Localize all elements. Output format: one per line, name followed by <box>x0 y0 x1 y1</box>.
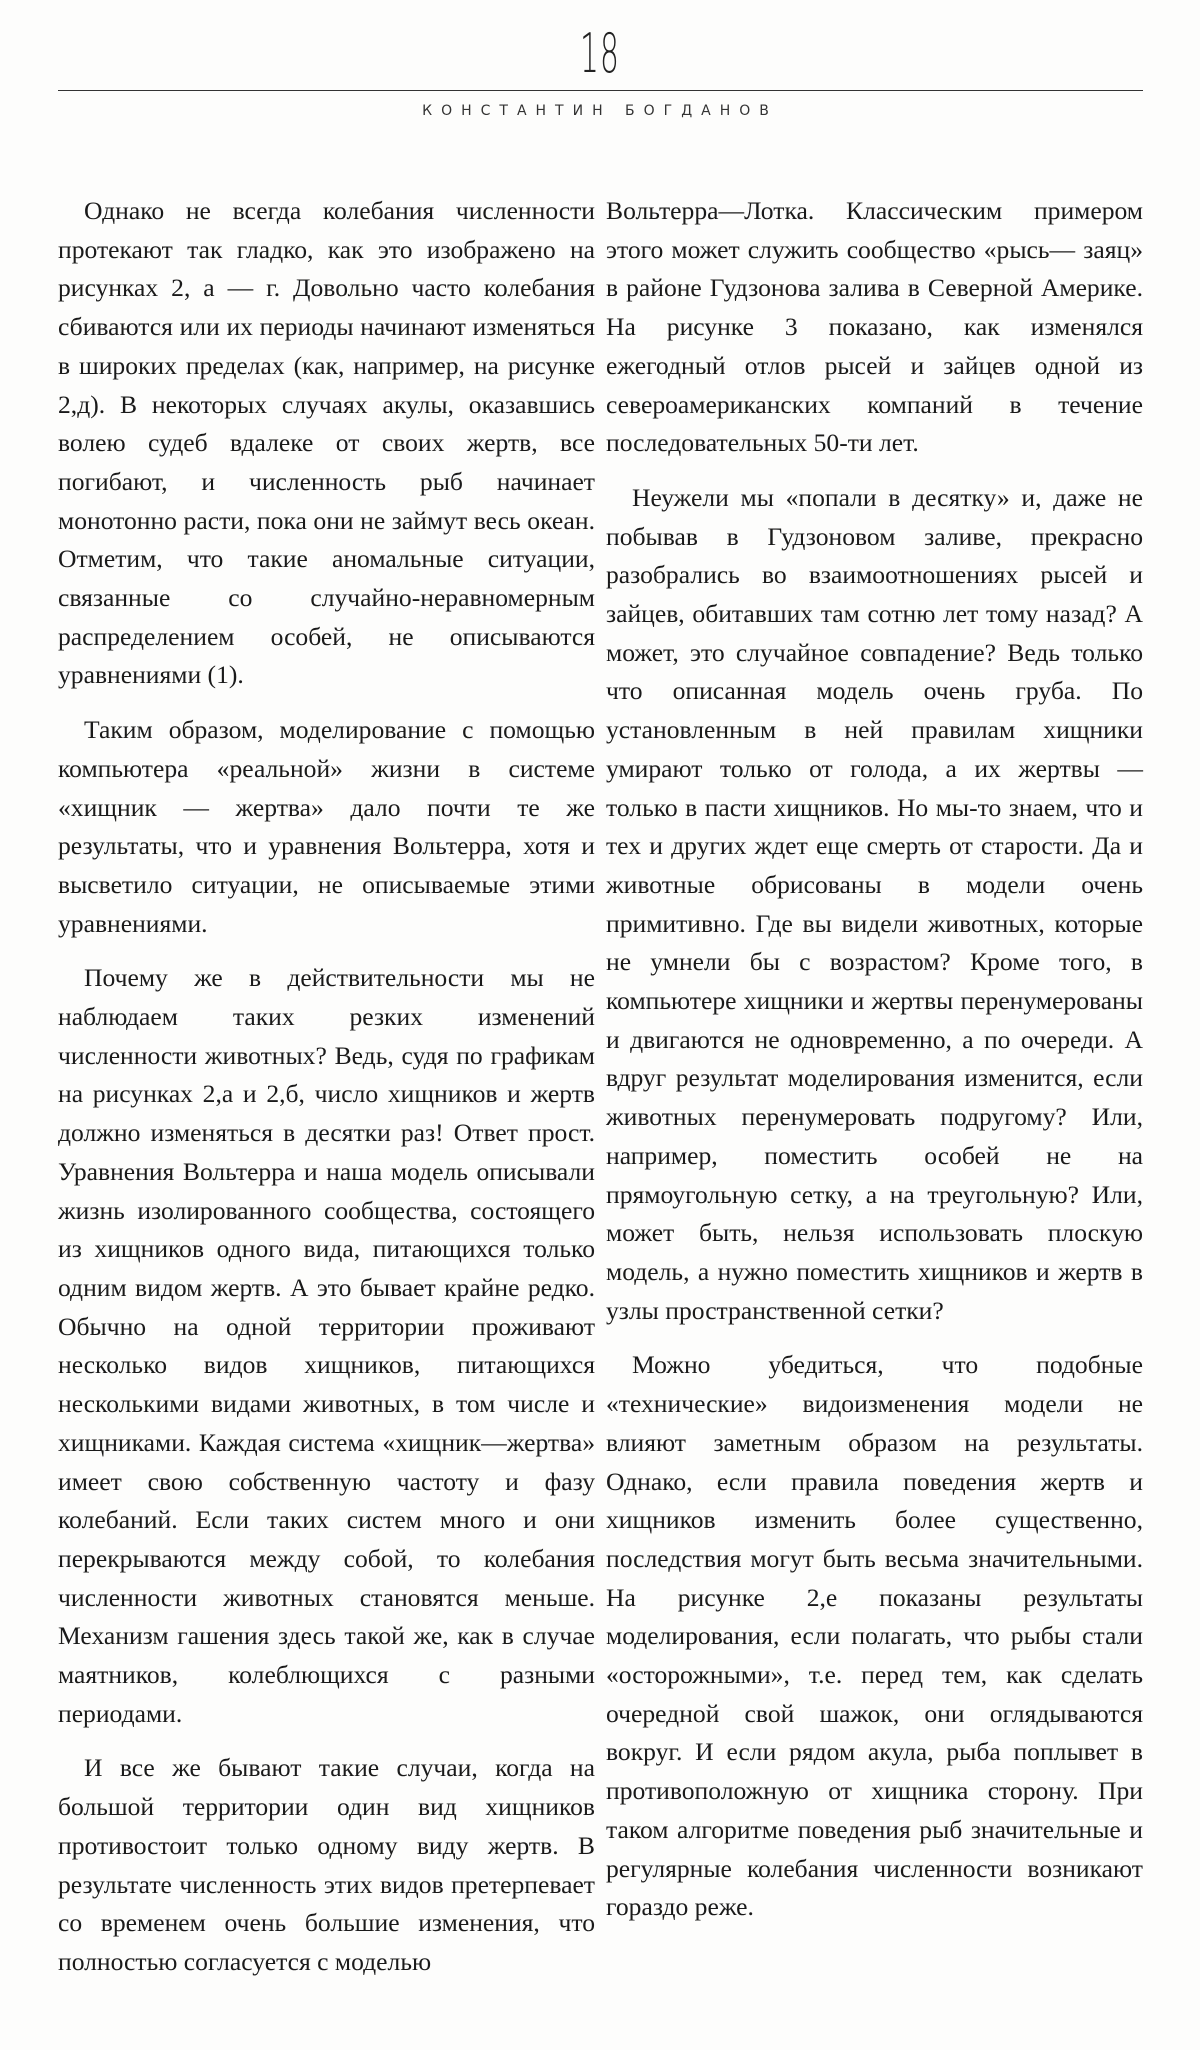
running-header-author: КОНСТАНТИН БОГДАНОВ <box>422 103 778 119</box>
header-divider <box>58 90 1143 91</box>
page-number: 18 <box>580 22 620 85</box>
right-text-column <box>606 192 1143 1943</box>
paragraph: Неужели мы «попали в десятку» и, даже не побывав в Гудзоновом заливе, прекрасно разобрались во взаимоотношениях рысей и зайцев, обитавших там сотню лет тому назад? А может, это случайное совпадение? Ведь только что описанная модель очень груба. По установленным в ней правилам хищники умирают только от голода, а их жертвы — только в пасти хищников. Но мы-то знаем, что и тех и других ждет еще смерть от старости. Да и животные обрисованы в модели очень примитивно. Где вы видели животных, которые не умнели бы с возрастом? Кроме того, в компьютере хищники и жертвы перенумерованы и двигаются не одновременно, а по очереди. А вдруг результат моделирования изменится, если животных перенумеровать подругому? Или, например, поместить особей не на прямоугольную сетку, а на треугольную? Или, может быть, нельзя использовать плоскую модель, а нужно поместить хищников и жертв в узлы пространственной сетки? <box>606 482 1143 1325</box>
paragraph-continuation: Вольтерра—Лотка. Классическим примером этого может служить сообщество «рысь— заяц» в районе Гудзонова залива в Северной Америке. На рисунке 3 показано, как изменялся ежегодный отлов рысей и зайцев одной из североамериканских компаний в течение последовательных 50-ти лет. <box>606 196 1143 458</box>
paragraph: Почему же в действительности мы не наблюдаем таких резких изменений численности животных? Ведь, судя по графикам на рисунках 2,а и 2,б, число хищников и жертв должно изменяться в десятки раз! Ответ прост. Уравнения Вольтерра и наша модель описывали жизнь изолированного сообщества, состоящего из хищников одного вида, питающихся только одним видом жертв. А это бывает крайне редко. Обычно на одной территории проживают несколько видов хищников, питающихся несколькими видами животных, в том числе и хищниками. Каждая система «хищник—жертва» имеет свою собственную частоту и фазу колебаний. Если таких систем много и они перекрываются между собой, то колебания численности животных становятся меньше. Механизм гашения здесь такой же, как в случае маятников, колеблющихся с разными периодами. <box>58 963 595 1728</box>
paragraph: Однако не всегда колебания численности протекают так гладко, как это изображено на рисунках 2, а — г. Довольно часто колебания сбиваются или их периоды начинают изменяться в широких пределах (как, например, на рисунке 2,д). В некоторых случаях акулы, оказавшись волею судеб вдалеке от своих жертв, все погибают, и численность рыб начинает монотонно расти, пока они не займут весь океан. Отметим, что такие аномальные ситуации, связанные со случайно-неравномерным распределением особей, не описываются уравнениями (1). <box>58 196 595 690</box>
paragraph: Можно убедиться, что подобные «технические» видоизменения модели не влияют заметным образом на результаты. Однако, если правила поведения жертв и хищников изменить более существенно, последствия могут быть весьма значительными. На рисунке 2,е показаны результаты моделирования, если полагать, что рыбы стали «осторожными», т.е. перед тем, как сделать очередной свой шажок, они оглядываются вокруг. И если рядом акула, рыба поплывет в противоположную от хищника сторону. При таком алгоритме поведения рыб значительные и регулярные колебания численности возникают гораздо реже. <box>606 1350 1143 1922</box>
paragraph: И все же бывают такие случаи, когда на большой территории один вид хищников противостоит только одному виду жертв. В результате численность этих видов претерпевает со временем очень большие изменения, что полностью согласуется с моделью <box>58 1753 595 1976</box>
paragraph: Таким образом, моделирование с помощью компьютера «реальной» жизни в системе «хищник — жертва» дало почти те же результаты, что и уравнения Вольтерра, хотя и высветило ситуации, не описываемые этими уравнениями. <box>58 715 595 938</box>
left-text-column <box>58 192 595 1998</box>
